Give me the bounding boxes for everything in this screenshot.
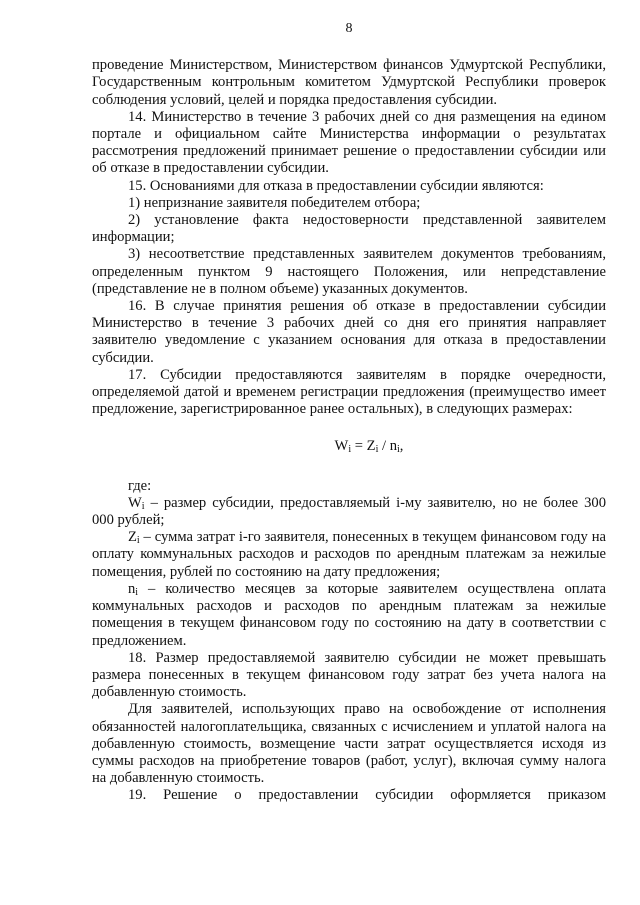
paragraph-17: 17. Субсидии предоставляются заявителям в порядке очередности, определяемой датой и временем регистрации предложения (преимущество имеет предложение, зарегистрированное ранее остальных), в следующих размерах: — [92, 366, 606, 418]
paragraph-19: 19. Решение о предоставлении субсидии оформляется приказом — [128, 787, 606, 804]
def-z-symbol: Z — [128, 529, 137, 546]
paragraph-18: 18. Размер предоставляемой заявителю субсидии не может превышать размера понесенных в текущем финансовом году затрат без учета налога на добавленную стоимость. — [92, 649, 606, 701]
paragraph-14: 14. Министерство в течение 3 рабочих дней со дня размещения на едином портале и официальном сайте Министерства информации о результатах рассмотрения предложений принимает решение о предоставлении субсидии или об отказе в предоставлении субсидии. — [92, 108, 606, 177]
formula-slash: / — [378, 438, 390, 455]
formula-eq: = — [351, 438, 367, 455]
paragraph-15-item-3: 3) несоответствие представленных заявителем документов требованиям, определенным пунктом 9 настоящего Положения, или непредставление (представление не в полном объеме) указанных документов. — [92, 246, 606, 297]
def-n-text: – количество месяцев за которые заявителем осуществлена оплата коммунальных расходов и расходов по арендным платежам за нежилые помещения в текущем финансовом году по состоянию на дату в соответствии с предложением. — [92, 580, 606, 649]
paragraph-15: 15. Основаниями для отказа в предоставлении субсидии являются: — [128, 177, 544, 194]
where-label: где: — [128, 477, 152, 494]
def-n-symbol: n — [128, 580, 136, 597]
paragraph-continuation: проведение Министерством, Министерством финансов Удмуртской Республики, Государственным контрольным комитетом Удмуртской Республики проверок соблюдения условий, целей и порядка предоставления субсидии. — [92, 57, 606, 108]
formula-w: W — [334, 438, 349, 455]
paragraph-15-item-1: 1) непризнание заявителя победителем отбора; — [128, 194, 421, 211]
formula-z-sub: i — [375, 444, 379, 456]
def-w-symbol: W — [128, 494, 142, 511]
formula-n-sub: i — [397, 444, 400, 456]
def-w-text: – размер субсидии, предоставляемый i-му заявителю, но не более 300 000 рублей; — [92, 494, 606, 529]
formula-n: n — [389, 438, 397, 455]
formula-tail: , — [399, 438, 404, 455]
paragraph-15-item-2: 2) установление факта недостоверности представленной заявителем информации; — [92, 212, 606, 246]
formula-w-sub: i — [348, 444, 352, 456]
subsidy-formula — [92, 438, 606, 455]
definition-z — [92, 529, 606, 581]
formula-z: Z — [366, 438, 376, 455]
def-z-text: – сумма затрат i-го заявителя, понесенных в текущем финансовом году на оплату коммунальных расходов и расходов по арендным платежам за нежилые помещения, рублей по состоянию на дату предложения; — [92, 529, 606, 580]
page-number: 8 — [345, 21, 353, 36]
definition-n — [92, 581, 606, 650]
def-n-sub: i — [135, 586, 139, 598]
paragraph-16: 16. В случае принятия решения об отказе в предоставлении субсидии Министерство в течение 3 рабочих дней со дня его принятия направляет заявителю уведомление с указанием основания для отказа в предоставлении субсидии. — [92, 298, 606, 366]
def-w-sub: i — [141, 500, 145, 512]
definition-w — [92, 495, 606, 529]
paragraph-18-part-2: Для заявителей, использующих право на освобождение от исполнения обязанностей налогоплательщика, связанных с исчислением и уплатой налога на добавленную стоимость, возмещение части затрат осуществляется исходя из суммы расходов на приобретение товаров (работ, услуг), включая сумму налога на добавленную стоимость. — [92, 701, 606, 787]
def-z-sub: i — [136, 535, 140, 547]
